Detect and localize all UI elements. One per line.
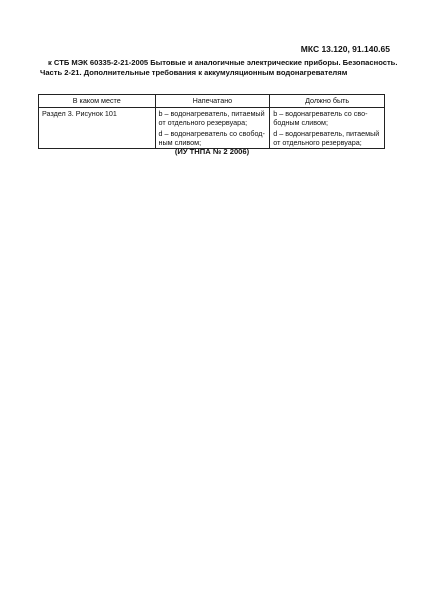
printed-item-d: d – водонагреватель со свобод-ным сливом; bbox=[158, 129, 265, 147]
cell-should-be bbox=[270, 108, 385, 149]
source-reference: (ИУ ТНПА № 2 2006) bbox=[174, 147, 250, 156]
cell-printed bbox=[155, 108, 270, 149]
column-header-printed: Напечатано bbox=[155, 95, 270, 108]
cell-place bbox=[39, 108, 156, 149]
column-header-should-be: Должно быть bbox=[270, 95, 385, 108]
classification-code: МКС 13.120, 91.140.65 bbox=[300, 44, 390, 54]
document-title bbox=[40, 58, 398, 78]
should-item-d: d – водонагреватель, питаемый от отдельного резервуара; bbox=[273, 129, 380, 147]
table-header-row bbox=[39, 95, 385, 108]
errata-table bbox=[38, 94, 385, 149]
should-item-b: b – водонагреватель со сво-бодным сливом; bbox=[273, 109, 368, 127]
column-header-place: В каком месте bbox=[39, 95, 156, 108]
title-line-2: Часть 2-21. Дополнительные требования к аккумуляционным водонагревателям bbox=[40, 68, 348, 77]
title-line-1: к СТБ МЭК 60335-2-21-2005 Бытовые и аналогичные электрические приборы. Безопасность. bbox=[48, 58, 398, 67]
table-row bbox=[39, 108, 385, 149]
printed-item-b: b – водонагреватель, питаемый от отдельного резервуара; bbox=[158, 109, 265, 127]
place-text: Раздел 3. Рисунок 101 bbox=[42, 109, 117, 118]
